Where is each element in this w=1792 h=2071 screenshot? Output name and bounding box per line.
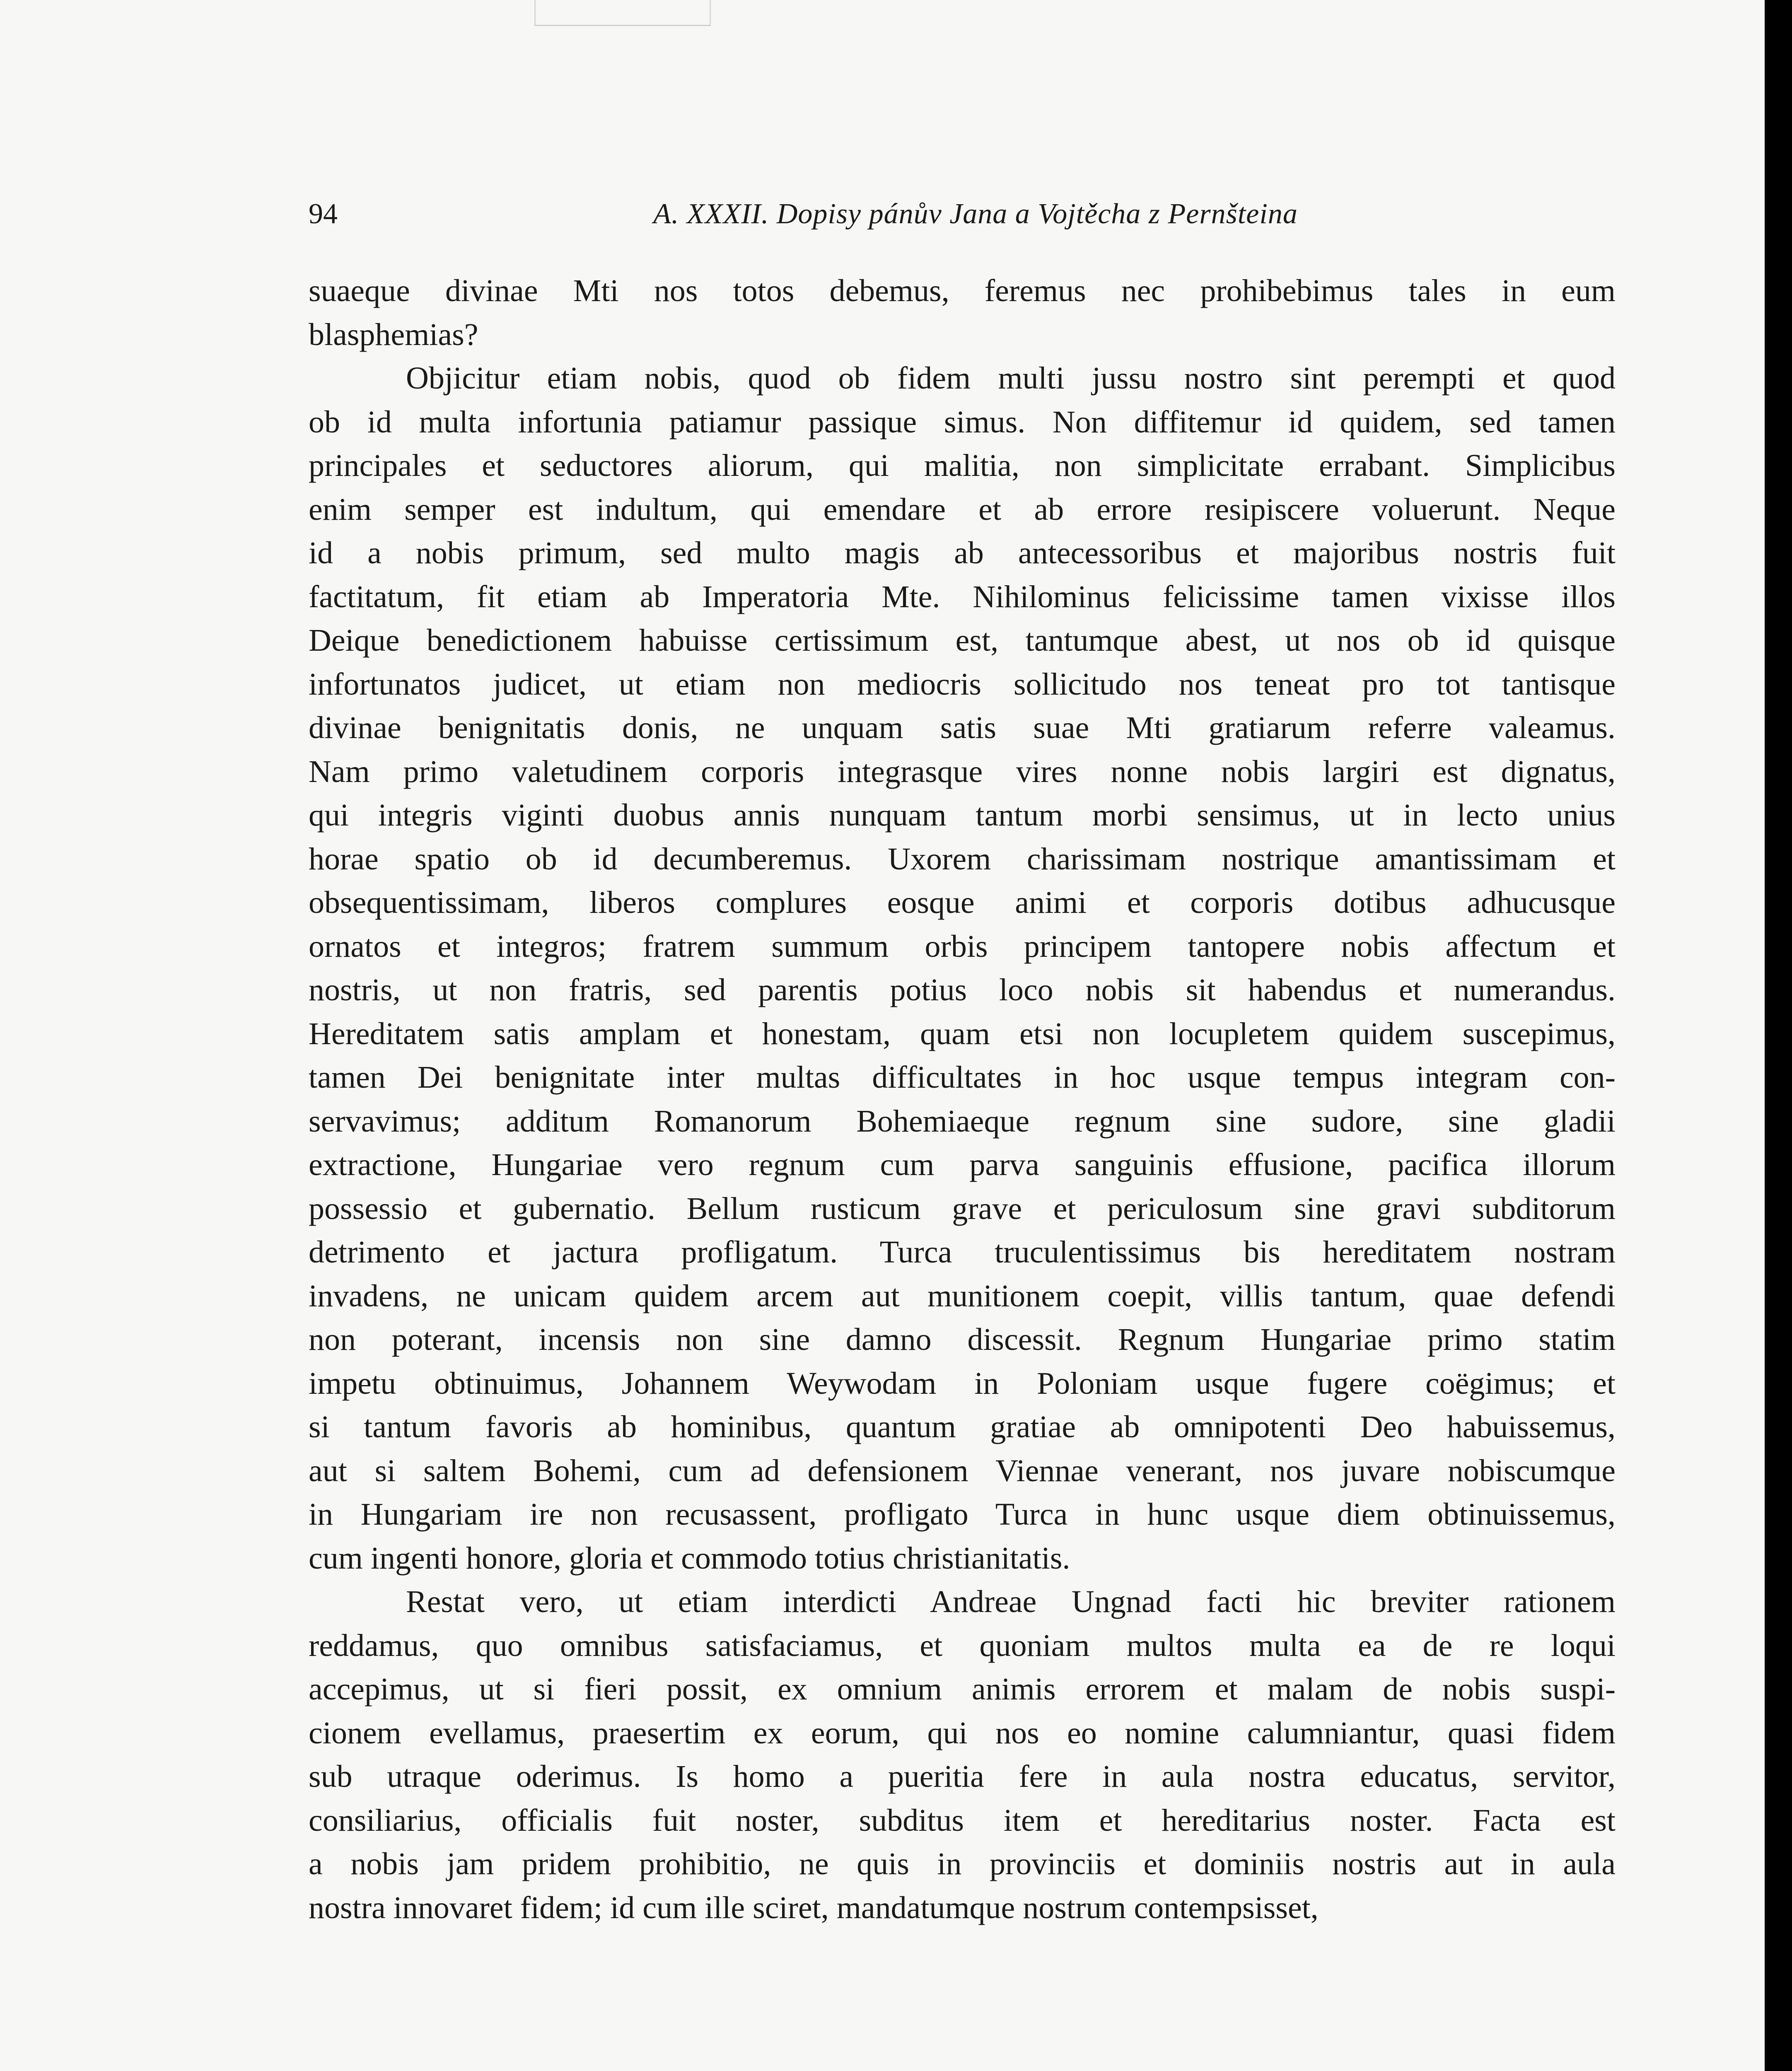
text-line: suaeque divinae Mti nos totos debemus, feremus nec prohibebimus tales in eum: [309, 273, 1616, 308]
text-line: consiliarius, officialis fuit noster, subditus item et hereditarius noster. Facta est: [309, 1803, 1616, 1838]
text-line: obsequentissimam, liberos complures eosque animi et corporis dotibus adhucusque: [309, 885, 1616, 920]
text-line: impetu obtinuimus, Johannem Weywodam in Poloniam usque fugere coëgimus; et: [309, 1366, 1616, 1401]
text-line: blasphemias?: [309, 317, 478, 352]
paragraph: [309, 1580, 1616, 1930]
text-line: si tantum favoris ab hominibus, quantum gratiae ab omnipotenti Deo habuissemus,: [309, 1410, 1616, 1444]
page-number: 94: [309, 198, 338, 230]
scan-border-right: [1765, 0, 1792, 2071]
running-head: [309, 191, 1375, 237]
text-line: horae spatio ob id decumberemus. Uxorem charissimam nostrique amantissimam et: [309, 841, 1616, 876]
text-line: detrimento et jactura profligatum. Turca truculentissimus bis hereditatem nostram: [309, 1235, 1616, 1270]
text-line: principales et seductores aliorum, qui malitia, non simplicitate errabant. Simplicibus: [309, 448, 1616, 483]
text-line: Nam primo valetudinem corporis integrasque vires nonne nobis largiri est dignatus,: [309, 754, 1616, 789]
scan-artifact: [534, 0, 711, 26]
text-line: sub utraque oderimus. Is homo a pueritia fere in aula nostra educatus, servitor,: [309, 1759, 1616, 1794]
text-line: Objicitur etiam nobis, quod ob fidem multi jussu nostro sint perempti et quod: [406, 361, 1616, 396]
text-line: accepimus, ut si fieri possit, ex omnium animis errorem et malam de nobis suspi-: [309, 1672, 1616, 1707]
text-line: invadens, ne unicam quidem arcem aut munitionem coepit, villis tantum, quae defendi: [309, 1278, 1616, 1313]
text-line: cionem evellamus, praesertim ex eorum, qui nos eo nomine calumniantur, quasi fidem: [309, 1715, 1616, 1750]
text-line: Deique benedictionem habuisse certissimum est, tantumque abest, ut nos ob id quisque: [309, 623, 1616, 658]
text-line: reddamus, quo omnibus satisfaciamus, et quoniam multos multa ea de re loqui: [309, 1628, 1616, 1663]
text-line: non poterant, incensis non sine damno discessit. Regnum Hungariae primo statim: [309, 1322, 1616, 1357]
text-line: ornatos et integros; fratrem summum orbis principem tantopere nobis affectum et: [309, 929, 1616, 964]
text-line: extractione, Hungariae vero regnum cum parva sanguinis effusione, pacifica illorum: [309, 1147, 1616, 1182]
text-line: infortunatos judicet, ut etiam non mediocris sollicitudo nos teneat pro tot tantisque: [309, 666, 1616, 702]
text-line: in Hungariam ire non recusassent, profligato Turca in hunc usque diem obtinuissemus,: [309, 1497, 1616, 1532]
text-line: tamen Dei benignitate inter multas difficultates in hoc usque tempus integram con-: [309, 1060, 1616, 1095]
text-line: qui integris viginti duobus annis nunquam tantum morbi sensimus, ut in lecto unius: [309, 798, 1616, 833]
running-title: A. XXXII. Dopisy pánův Jana a Vojtěcha z Pernšteina: [653, 198, 1298, 230]
text-line: servavimus; additum Romanorum Bohemiaeque regnum sine sudore, sine gladii: [309, 1103, 1616, 1139]
text-line: a nobis jam pridem prohibitio, ne quis in provinciis et dominiis nostris aut in aula: [309, 1847, 1616, 1881]
text-line: nostra innovaret fidem; id cum ille sciret, mandatumque nostrum contempsisset,: [309, 1890, 1319, 1925]
paragraph: [309, 269, 1616, 357]
text-line: nostris, ut non fratris, sed parentis potius loco nobis sit habendus et numerandus.: [309, 973, 1616, 1007]
text-line: divinae benignitatis donis, ne unquam satis suae Mti gratiarum referre valeamus.: [309, 710, 1616, 745]
paragraph: [309, 357, 1616, 1580]
text-line: Hereditatem satis amplam et honestam, quam etsi non locupletem quidem suscepimus,: [309, 1016, 1616, 1051]
text-line: cum ingenti honore, gloria et commodo totius christianitatis.: [309, 1540, 1070, 1576]
text-line: factitatum, fit etiam ab Imperatoria Mte. Nihilominus felicissime tamen vixisse illos: [309, 579, 1616, 614]
body-text: [309, 269, 1616, 1930]
text-line: aut si saltem Bohemi, cum ad defensionem Viennae venerant, nos juvare nobiscumque: [309, 1453, 1616, 1488]
text-line: enim semper est indultum, qui emendare et ab errore resipiscere voluerunt. Neque: [309, 492, 1616, 527]
text-line: id a nobis primum, sed multo magis ab antecessoribus et majoribus nostris fuit: [309, 536, 1616, 570]
text-line: possessio et gubernatio. Bellum rusticum grave et periculosum sine gravi subditorum: [309, 1191, 1616, 1226]
text-line: ob id multa infortunia patiamur passique simus. Non diffitemur id quidem, sed tamen: [309, 404, 1616, 439]
text-line: Restat vero, ut etiam interdicti Andreae Ungnad facti hic breviter rationem: [406, 1584, 1616, 1619]
